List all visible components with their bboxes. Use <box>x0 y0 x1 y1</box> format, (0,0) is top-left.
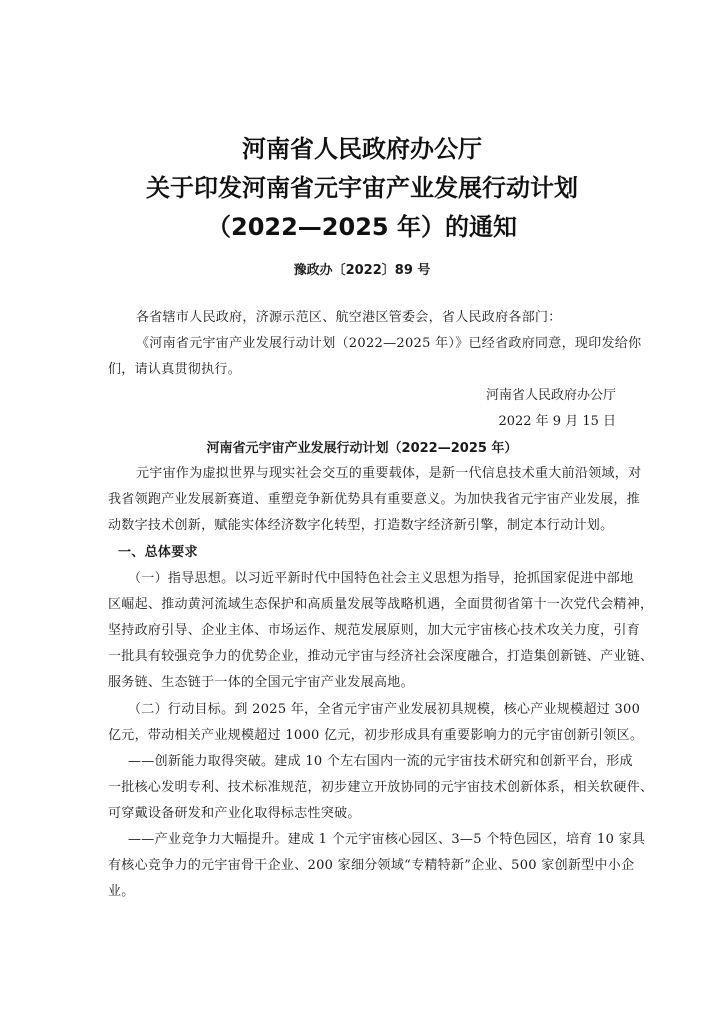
intro-line: 我省领跑产业发展新赛道、重塑竞争新优势具有重要意义。为加快我省元宇宙产业发展，推 <box>108 492 641 507</box>
innovation-line: ——创新能力取得突破。建成 10 个左右国内一流的元宇宙技术研究和创新平台，形成 <box>128 754 633 769</box>
title-line-2: 关于印发河南省元宇宙产业发展行动计划 <box>146 174 578 202</box>
issue-date: 2022 年 9 月 15 日 <box>498 414 616 429</box>
goal-line: （二）行动目标。到 2025 年，全省元宇宙产业发展初具规模，核心产业规模超过 300 <box>128 702 641 717</box>
competitiveness-line: 业。 <box>108 884 135 899</box>
innovation-line: 一批核心发明专利、技术标准规范，初步建立开放协同的元宇宙技术创新体系，相关软硬件、 <box>108 780 654 795</box>
competitiveness-line: ——产业竞争力大幅提升。建成 1 个元宇宙核心园区、3—5 个特色园区，培育 10 家具 <box>128 832 646 847</box>
competitiveness-line: 有核心竞争力的元宇宙骨干企业、200 家细分领域“专精特新”企业、500 家创新型中小企 <box>108 858 635 873</box>
section-heading: 一、总体要求 <box>118 545 198 560</box>
guiding-line: （一）指导思想。以习近平新时代中国特色社会主义思想为指导，抢抓国家促进中部地 <box>128 571 634 586</box>
guiding-line: 坚持政府引导、企业主体、市场运作、规范发展原则，加大元宇宙核心技术攻关力度，引育 <box>108 623 641 638</box>
intro-line: 动数字技术创新，赋能实体经济数字化转型，打造数字经济新引擎，制定本行动计划。 <box>108 518 614 533</box>
guiding-line: 区崛起、推动黄河流域生态保护和高质量发展等战略机遇，全面贯彻省第十一次党代会精神， <box>108 597 654 612</box>
notice-body-line: 《河南省元宇宙产业发展行动计划（2022—2025 年）》已经省政府同意，现印发给你 <box>136 336 642 351</box>
document-number: 豫政办〔2022〕89 号 <box>293 263 431 278</box>
intro-line: 元宇宙作为虚拟世界与现实社会交互的重要载体，是新一代信息技术重大前沿领域，对 <box>136 466 642 481</box>
guiding-line: 一批具有较强竞争力的优势企业，推动元宇宙与经济社会深度融合，打造集创新链、产业链、 <box>108 649 654 664</box>
plan-title: 河南省元宇宙产业发展行动计划（2022—2025 年） <box>206 441 518 456</box>
title-line-1: 河南省人民政府办公厅 <box>242 135 482 163</box>
addressee: 各省辖市人民政府，济源示范区、航空港区管委会，省人民政府各部门： <box>136 310 562 325</box>
guiding-line: 服务链、生态链于一体的全国元宇宙产业发展高地。 <box>108 675 414 690</box>
notice-body-line: 们，请认真贯彻执行。 <box>108 362 242 377</box>
goal-line: 亿元，带动相关产业规模超过 1000 亿元，初步形成具有重要影响力的元宇宙创新引领区。 <box>108 728 644 743</box>
title-line-3: （2022—2025 年）的通知 <box>207 213 517 241</box>
issuer: 河南省人民政府办公厅 <box>485 388 616 403</box>
innovation-line: 可穿戴设备研发和产业化取得标志性突破。 <box>108 806 361 821</box>
